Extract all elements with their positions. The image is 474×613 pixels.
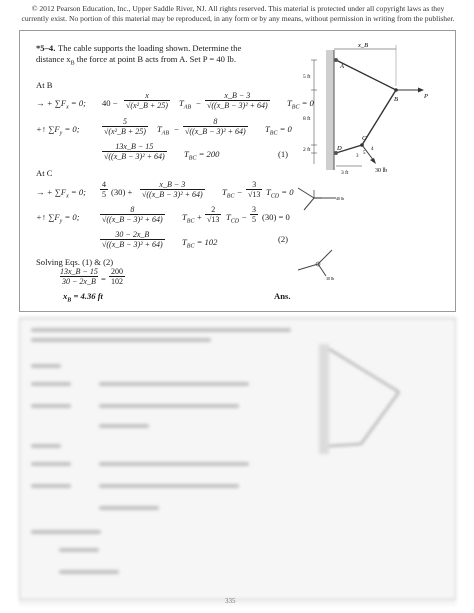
t: T <box>266 187 271 197</box>
x: x <box>63 291 68 301</box>
c-fx-30: (30) + <box>111 187 133 197</box>
den: √((x_B − 3)² + 64) <box>102 240 163 249</box>
den: √((x_B − 3)² + 64) <box>104 152 165 161</box>
end: = 0 <box>299 98 314 108</box>
value: = 4.36 ft <box>71 291 103 301</box>
sum-fy-text: +↑ ∑F <box>36 212 60 222</box>
sub: AB <box>183 104 192 111</box>
c-fy-frac1 <box>100 205 165 224</box>
b-result-frac <box>102 142 167 161</box>
copyright-notice: © 2012 Pearson Education, Inc., Upper Saddle River, NJ. All rights reserved. This material is protected under all copyright laws as they currently exist. No portion of this material may be reproduced, in any form or by any means, without permission in writing from the publisher. <box>21 4 455 23</box>
num: 13x_B − 15 <box>115 142 154 151</box>
eq-zero: = 0; <box>62 124 80 134</box>
b-fx-tab <box>179 98 191 113</box>
wall <box>326 50 334 170</box>
blur-cable-1 <box>329 349 399 392</box>
ratio-equals: = <box>101 274 106 284</box>
blurred-figure <box>299 334 449 474</box>
den: 5 <box>252 215 256 224</box>
blur-line <box>99 404 239 408</box>
eq-zero: = 0; <box>62 212 80 222</box>
c-fy-tbc <box>182 212 194 227</box>
dim-2ft: 2 ft <box>303 147 311 153</box>
solving-heading: Solving Eqs. (1) & (2) <box>36 257 114 267</box>
blur-line <box>31 444 61 448</box>
problem-statement-line1: The cable supports the loading shown. Determine the <box>58 43 242 53</box>
blur-wall <box>319 344 329 454</box>
b-fy-frac2 <box>183 117 248 136</box>
fbd-b-p-label: 40 lb <box>336 196 345 201</box>
statement-sub: B <box>70 60 75 67</box>
num: 8 <box>130 205 135 214</box>
num: 4 <box>102 180 106 189</box>
slope-3: 3 <box>356 154 359 159</box>
b-fy-tbc <box>265 124 292 139</box>
load-p-head <box>418 88 424 93</box>
c-fy-frac3 <box>250 205 258 224</box>
statement-text: distance x <box>36 54 71 64</box>
b-fy-minus: − <box>174 124 179 134</box>
fbd-b-tbc <box>304 198 314 210</box>
b-result-tbc <box>184 149 219 164</box>
blur-line <box>99 506 159 510</box>
eq-zero: = 0; <box>68 98 87 108</box>
statement-text-2: the force at point B acts from A. Set P = 40 lb. <box>74 54 236 64</box>
blur-line <box>31 328 291 332</box>
sub: BC <box>186 243 195 250</box>
blur-line <box>99 424 149 428</box>
num: 2 <box>211 205 216 214</box>
value: = 102 <box>194 237 218 247</box>
den: 30 − 2x_B <box>62 277 96 286</box>
b-fx-frac2 <box>205 91 270 110</box>
slope-4: 4 <box>371 147 374 152</box>
cable-figure <box>300 38 450 188</box>
den: √13 <box>248 190 261 199</box>
fbd-b-tab <box>298 188 314 198</box>
blur-line <box>31 484 71 488</box>
sub: B <box>67 297 72 304</box>
c-fx-tbc <box>222 187 242 202</box>
dim-5ft: 5 ft <box>303 74 311 80</box>
label-c: C <box>362 135 367 142</box>
num: 8 <box>213 117 218 126</box>
blur-cable-2 <box>361 392 399 444</box>
den: √((x_B − 3)² + 64) <box>102 215 163 224</box>
num: 200 <box>111 267 123 276</box>
label-b: B <box>394 96 398 103</box>
blur-line <box>59 570 119 574</box>
den: √(x²_B + 25) <box>126 101 168 110</box>
c-fx-frac2 <box>140 180 205 199</box>
num: 3 <box>252 180 257 189</box>
sub: x <box>66 193 69 200</box>
t: T <box>226 212 231 222</box>
b-sum-fx <box>36 98 86 113</box>
value: = 200 <box>196 149 220 159</box>
c-result-tbc <box>182 237 217 252</box>
num: x_B − 3 <box>224 91 251 100</box>
fbd-joint-c <box>292 248 350 282</box>
label-d: D <box>337 145 342 152</box>
blur-line <box>99 484 239 488</box>
sub: CD <box>230 218 240 225</box>
num: x <box>145 91 149 100</box>
b-fx-const: 40 − <box>102 98 118 108</box>
blur-line <box>99 462 249 466</box>
eq-zero: = 0; <box>68 187 87 197</box>
den: √((x_B − 3)² + 64) <box>207 101 268 110</box>
num: 3 <box>252 205 256 214</box>
fbd-joint-b <box>292 182 350 214</box>
blur-line <box>31 462 71 466</box>
equation-label-2: (2) <box>278 234 289 244</box>
label-xb: x_B <box>358 42 369 49</box>
t: T <box>182 237 187 247</box>
sub: BC <box>226 193 235 200</box>
c-sum-fx <box>36 187 86 202</box>
t: T <box>287 98 292 108</box>
b-fy-tab <box>157 124 169 139</box>
c-sum-fy <box>36 212 80 227</box>
sub: CD <box>270 193 280 200</box>
t: T <box>222 187 227 197</box>
cable-bc <box>362 90 396 145</box>
blur-line <box>31 338 211 342</box>
num: 13x_B − 15 <box>60 267 98 276</box>
sum-fy-text: +↑ ∑F <box>36 124 60 134</box>
ratio-rhs <box>109 267 125 286</box>
den: 5 <box>102 190 106 199</box>
num: 5 <box>122 117 127 126</box>
ratio-lhs <box>58 267 100 286</box>
num: 30 − 2x_B <box>115 230 150 239</box>
t: T <box>157 124 162 134</box>
fbd-c-tbc <box>318 250 332 264</box>
final-answer <box>63 291 103 306</box>
b-fx-frac1 <box>124 91 170 110</box>
c-fy-end: (30) = 0 <box>262 212 290 222</box>
c-fy-tcd <box>226 212 247 227</box>
den: 102 <box>111 277 123 286</box>
ans-label: Ans. <box>274 291 291 301</box>
blur-line <box>31 364 61 368</box>
heading-at-c: At C <box>36 168 53 178</box>
equation-label-1: (1) <box>278 149 289 159</box>
t: T <box>182 212 187 222</box>
sub: BC <box>291 104 300 111</box>
b-fx-minus: − <box>196 98 201 108</box>
fbd-c-load-label: 30 lb <box>326 276 335 281</box>
fbd-c-tcd <box>298 264 318 270</box>
b-sum-fy <box>36 124 80 139</box>
pin-a <box>334 58 338 62</box>
den: √((x_B − 3)² + 64) <box>185 127 246 136</box>
c-fy-plus: + <box>197 212 202 222</box>
sub: y <box>59 130 63 137</box>
blur-cable-3 <box>329 444 361 446</box>
blur-line <box>99 382 249 386</box>
num: x_B − 3 <box>159 180 186 189</box>
t: T <box>265 124 270 134</box>
label-30lb: 30 lb <box>375 168 388 174</box>
label-a: A <box>340 63 344 70</box>
label-p: P <box>424 93 428 100</box>
page-number: 335 <box>225 597 236 605</box>
dim-8ft: 8 ft <box>303 116 311 122</box>
cable-ab <box>336 60 396 90</box>
c-fx-tcd <box>266 187 294 202</box>
sub: BC <box>186 218 195 225</box>
t: T <box>179 98 184 108</box>
c-fx-frac3 <box>246 180 262 199</box>
c-fx-frac1 <box>100 180 108 199</box>
blur-line <box>31 382 71 386</box>
sub: BC <box>188 155 197 162</box>
c-result-frac <box>100 230 165 249</box>
end: = 0 <box>279 187 294 197</box>
minus: − <box>234 187 243 197</box>
minus: − <box>239 212 248 222</box>
sub: x <box>66 104 69 111</box>
c-fy-frac2 <box>205 205 221 224</box>
den: √((x_B − 3)² + 64) <box>142 190 203 199</box>
end: = 0 <box>277 124 292 134</box>
sub: AB <box>161 130 170 137</box>
sum-fx-text: → + ∑F <box>36 187 67 197</box>
heading-at-b: At B <box>36 80 53 90</box>
sub: y <box>59 218 63 225</box>
load-30-head <box>370 158 376 164</box>
sub: BC <box>269 130 278 137</box>
blurred-next-problem <box>19 316 456 606</box>
den: √(x²_B + 25) <box>104 127 146 136</box>
slope-5: 5 <box>363 151 366 156</box>
dim-3ft: 3 ft <box>341 170 349 176</box>
problem-statement-line2 <box>36 54 236 69</box>
sum-fx-text: → + ∑F <box>36 98 67 108</box>
blur-line <box>31 530 101 534</box>
blur-line <box>31 404 71 408</box>
problem-number: *5–4. <box>36 43 56 53</box>
t: T <box>184 149 189 159</box>
den: √13 <box>207 215 220 224</box>
b-fy-frac1 <box>102 117 148 136</box>
blur-line <box>59 548 99 552</box>
